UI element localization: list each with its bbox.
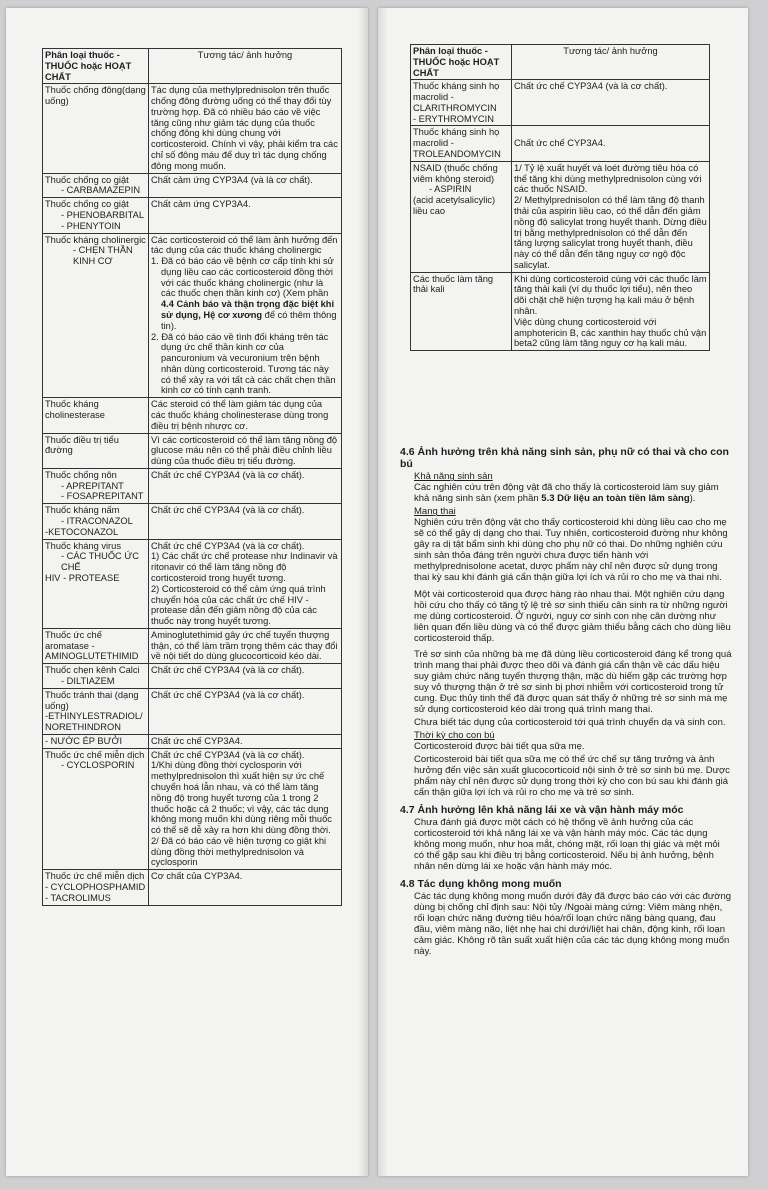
effect-cell: 1/ Tỷ lệ xuất huyết và loét đường tiêu hóa có thể tăng khi dùng methylprednisolon cùng với các thuốc NSAID. 2/ Methylprednisolon có thể làm tăng độ thanh thải của aspirin liều cao, có thể dẫn đến giảm nồng độ salicylat trong huyết thanh. Dừng điều trị bằng methylprednisolon có thể dẫn đến tăng lượng salicylat trong huyết thanh, điều này có thể dẫn đến tăng nguy cơ ngộ độc salicylat. [512,161,710,272]
table-row [43,233,342,398]
drug-cell: Các thuốc làm tăng thải kali [411,272,512,350]
effect-cell: Chất ức chế CYP3A4 (và là cơ chất). 1/Khi dùng đồng thời cyclosporin với methylprednisolon thì xuất hiện sự ức chế chuyển hoá lẫn nhau, và có thể làm tăng nồng độ trong huyết tương của 1 trong 2 thuốc hoặc cả 2 thuốc; vì vậy, các tác dụng không mong muốn khi dùng riêng mỗi thuốc có thể sẽ dễ xảy ra hơn khi dùng đồng thời. 2/ Đã có báo cáo về hiện tượng co giật khi dùng đồng thời methylprednisolon và cyclosporin [149,748,342,870]
drug-cell: Thuốc chống nôn - APREPITANT - FOSAPREPITANT [43,468,149,503]
drug-cell: Thuốc kháng virus - CÁC THUỐC ỨC CHẾ HIV - PROTEASE [43,539,149,628]
effect-cell: Khi dùng corticosteroid cùng với các thuốc làm tăng thải kali (ví dụ thuốc lợi tiểu), nên theo dõi chặt chẽ hiện tượng hạ kali máu ở bệnh nhân. Việc dùng chung corticosteroid với amphotericin B, các xanthin hay thuốc chủ vận beta2 cũng làm tăng nguy cơ hạ kali máu. [512,272,710,350]
drug-cell: Thuốc kháng cholinergic - CHẸN THẦN KINH CƠ [43,233,149,398]
effect-cell: Chất ức chế CYP3A4 (và là cơ chất). 1) Các chất ức chế protease như Indinavir và ritonavir có thể làm tăng nồng độ corticosteroid trong huyết tương. 2) Corticosteroid có thể cảm ứng quá trình chuyển hóa của các chất ức chế HIV - protease dẫn đến giảm nồng độ của các thuốc này trong huyết tương. [149,539,342,628]
paragraph: Chưa biết tác dụng của corticosteroid tới quá trình chuyển dạ và sinh con. [414,716,726,728]
table-row [43,198,342,233]
effect-cell: Tác dụng của methylprednisolon trên thuốc chống đông đường uống có thể thay đổi tùy trường hợp. Đã có nhiều báo cáo về việc tăng cũng như giảm tác dụng của thuốc chống đông khi dùng chung với corticosteroid. Chính vì vậy, phải kiểm tra các chỉ số đông máu để duy trì tác dụng chống đông mong muốn. [149,84,342,173]
effect-cell: Chất ức chế CYP3A4 (và là cơ chất). [149,664,342,689]
table-row [411,161,710,272]
table-row [43,539,342,628]
effect-cell: Aminoglutethimid gây ức chế tuyến thượng thận, có thể làm trầm trọng thêm các thay đổi về nội tiết do dùng glucocorticoid kéo dài. [149,628,342,663]
effect-cell: Chất ức chế CYP3A4 (và là cơ chất). [149,468,342,503]
paragraph: Trẻ sơ sinh của những bà mẹ đã dùng liều corticosteroid đáng kể trong quá trình mang thai phải được theo dõi và đánh giá cẩn thận về các dấu hiệu suy giảm chức năng tuyến thượng thận, mặc dù hiếm gặp các trường hợp suy vỏ thượng thận ở trẻ sơ sinh bị phơi nhiễm với corticosteroid trong tử cung. Đục thủy tinh thể đã được quan sát thấy ở những trẻ sơ sinh mà mẹ sử dụng corticosteroid kéo dài trong quá trình mang thai. [414,648,732,715]
drug-cell: NSAID (thuốc chống viêm không steroid) - ASPIRIN (acid acetylsalicylic) liều cao [411,161,512,272]
table-row [43,748,342,870]
table-row [43,628,342,663]
table-header [43,49,342,84]
effect-cell: Cơ chất của CYP3A4. [149,870,342,905]
effect-cell: Chất ức chế CYP3A4 (và là cơ chất). [149,504,342,539]
effect-cell: Chất cảm ứng CYP3A4 (và là cơ chất). [149,173,342,198]
drug-cell: Thuốc ức chế miễn dịch - CYCLOPHOSPHAMID - TACROLIMUS [43,870,149,905]
effect-cell: Chất cảm ứng CYP3A4. [149,198,342,233]
drug-cell: Thuốc tránh thai (dạng uống) -ETHINYLESTRADIOL/ NORETHINDRON [43,688,149,734]
section-4-6-title: 4.6 Ảnh hưởng trên khả năng sinh sản, phụ nữ có thai và cho con bú [400,446,729,471]
table-row [43,688,342,734]
header-col2: Tương tác/ ảnh hưởng [512,45,710,80]
section-4-7-title: 4.7 Ảnh hưởng lên khả năng lái xe và vận hành máy móc [400,803,684,816]
header-col1: Phân loại thuốc - THUỐC hoặc HOẠT CHẤT [411,45,512,80]
effect-cell: Chất ức chế CYP3A4 (và là cơ chất). [512,80,710,126]
drug-cell: Thuốc kháng cholinesterase [43,398,149,433]
drug-cell: Thuốc ức chế miễn dịch - CYCLOSPORIN [43,748,149,870]
table-row [411,126,710,161]
drug-cell: Thuốc chống co giật - PHENOBARBITAL - PHENYTOIN [43,198,149,233]
paragraph: Nghiên cứu trên động vật cho thấy corticosteroid khi dùng liều cao cho mẹ sẽ có thể gây dị dạng cho thai. Tuy nhiên, corticosteroid đường như không gây ra dị tật bẩm sinh khi dùng cho phụ nữ có thai. Do những nghiên cứu sinh sản thỏa đáng trên người chưa được tiến hành với methylprednisolone acetat, dược phẩm này chỉ nên được sử dụng trong thai kỳ sau khi đánh giá cẩn thận giữa lợi ích và rủi ro cho mẹ và thai nhi. [414,517,728,584]
drug-cell: Thuốc chống co giật - CARBAMAZEPIN [43,173,149,198]
paragraph: Corticosteroid bài tiết qua sữa mẹ có thể ức chế sự tăng trưởng và ảnh hưởng đến việc sản xuất glucocorticoid nội sinh ở trẻ sơ sinh bú mẹ. Dược phẩm này chỉ nên được sử dụng trong thời kỳ cho con bú sau khi đánh giá cẩn thận giữa lợi ích và rủi ro cho mẹ và trẻ sơ sinh. [414,753,730,798]
effect-cell: Chất ức chế CYP3A4 (và là cơ chất). [149,688,342,734]
effect-cell: Chất ức chế CYP3A4. [512,126,710,161]
effect-cell: Các steroid có thể làm giảm tác dụng của các thuốc kháng cholinesterase dùng trong điều trị bệnh nhược cơ. [149,398,342,433]
drug-cell: Thuốc ức chế aromatase - AMINOGLUTETHIMID [43,628,149,663]
section-4-8-title: 4.8 Tác dụng không mong muốn [400,878,562,891]
drug-cell: - NƯỚC ÉP BƯỞI [43,734,149,748]
paragraph: Corticosteroid được bài tiết qua sữa mẹ. [414,740,585,752]
left-page [6,8,368,1176]
interaction-table-right [410,44,710,351]
table-row [43,84,342,173]
interaction-table-left [42,48,342,906]
table-header [411,45,710,80]
drug-cell: Thuốc chống đông(dạng uống) [43,84,149,173]
drug-cell: Thuốc chẹn kênh Calci - DILTIAZEM [43,664,149,689]
drug-cell: Thuốc kháng sinh họ macrolid - CLARITHROMYCIN - ERYTHROMYCIN [411,80,512,126]
table-row [43,468,342,503]
effect-cell: Vì các corticosteroid có thể làm tăng nồng độ glucose máu nên có thể phải điều chỉnh liều dùng của thuốc điều trị tiểu đường. [149,433,342,468]
effect-cell: Chất ức chế CYP3A4. [149,734,342,748]
effect-cell: Các corticosteroid có thể làm ảnh hưởng đến tác dụng của các thuốc kháng cholinergic 1. Đã có báo cáo về bệnh cơ cấp tính khi sử dụng liều cao các corticosteroid đồng thời với các thuốc kháng cholinergic (như là các thuốc chẹn thần kinh cơ) (Xem phần 4.4 Cảnh báo và thận trọng đặc biệt khi sử dụng, Hệ cơ xương để có thêm thông tin). 2. Đã có báo cáo về tình đối kháng trên tác dụng ức chế thần kinh cơ của pancuronium và vecuronium trên bệnh nhân dùng corticosteroid. Tương tác này có thể xảy ra với tất cả các chất chẹn thần kinh cơ có tính cạnh tranh. [149,233,342,398]
right-page [378,8,748,1176]
table-row [411,272,710,350]
paragraph: Các tác dụng không mong muốn dưới đây đã được báo cáo với các đường dùng bị chống chỉ định sau: Nội tủy /Ngoài màng cứng: Viêm màng nhện, rối loạn chức năng đường tiêu hóa/rối loạn chức năng bàng quang, đau đầu, viêm màng não, liệt nhẹ hai chi dưới/liệt hai chân, động kinh, rối loạn cảm giác. Không rõ tần suất xuất hiện của các tác dụng không mong muốn này. [414,891,732,958]
paragraph: Chưa đánh giá được một cách có hệ thống về ảnh hưởng của các corticosteroid tới khả năng lái xe và vận hành máy móc. Các tác dụng không mong muốn, như hoa mắt, chóng mặt, rối loạn thị giác và mệt mỏi có thể gặp sau khi điều trị bằng corticosteroid. Nếu bị ảnh hưởng, bệnh nhân nên dừng lái xe hoặc vận hành máy móc. [414,816,720,873]
table-row [43,504,342,539]
table-row [411,80,710,126]
table-row [43,433,342,468]
text-sections [400,440,732,959]
paragraph: Các nghiên cứu trên động vật đã cho thấy là corticosteroid làm suy giảm khả năng sinh sản (xem phần 5.3 Dữ liệu an toàn tiền lâm sàng). [414,482,719,505]
paragraph: Một vài corticosteroid qua được hàng rào nhau thai. Một nghiên cứu dạng hồi cứu cho thấy có tăng tỷ lệ trẻ sơ sinh thiếu cân sinh ra từ những người mẹ dùng corticosteroid. Ở người, nguy cơ sinh con nhẹ cân dường như liên quan đến liều dùng và có thể được giảm thiểu bằng cách cho dùng liều corticosteroid thấp. [414,588,731,644]
table-row [43,664,342,689]
header-col2: Tương tác/ ảnh hưởng [149,49,342,84]
table-row [43,734,342,748]
subheading-fertility: Khả năng sinh sản [414,471,493,483]
header-col1: Phân loại thuốc - THUỐC hoặc HOẠT CHẤT [43,49,149,84]
table-row [43,870,342,905]
table-row [43,398,342,433]
table-row [43,173,342,198]
subheading-breastfeeding: Thời kỳ cho con bú [414,729,495,741]
drug-cell: Thuốc điều trị tiểu đường [43,433,149,468]
drug-cell: Thuốc kháng nấm - ITRACONAZOL -KETOCONAZOL [43,504,149,539]
subheading-pregnancy: Mang thai [414,506,456,518]
drug-cell: Thuốc kháng sinh họ macrolid - TROLEANDOMYCIN [411,126,512,161]
